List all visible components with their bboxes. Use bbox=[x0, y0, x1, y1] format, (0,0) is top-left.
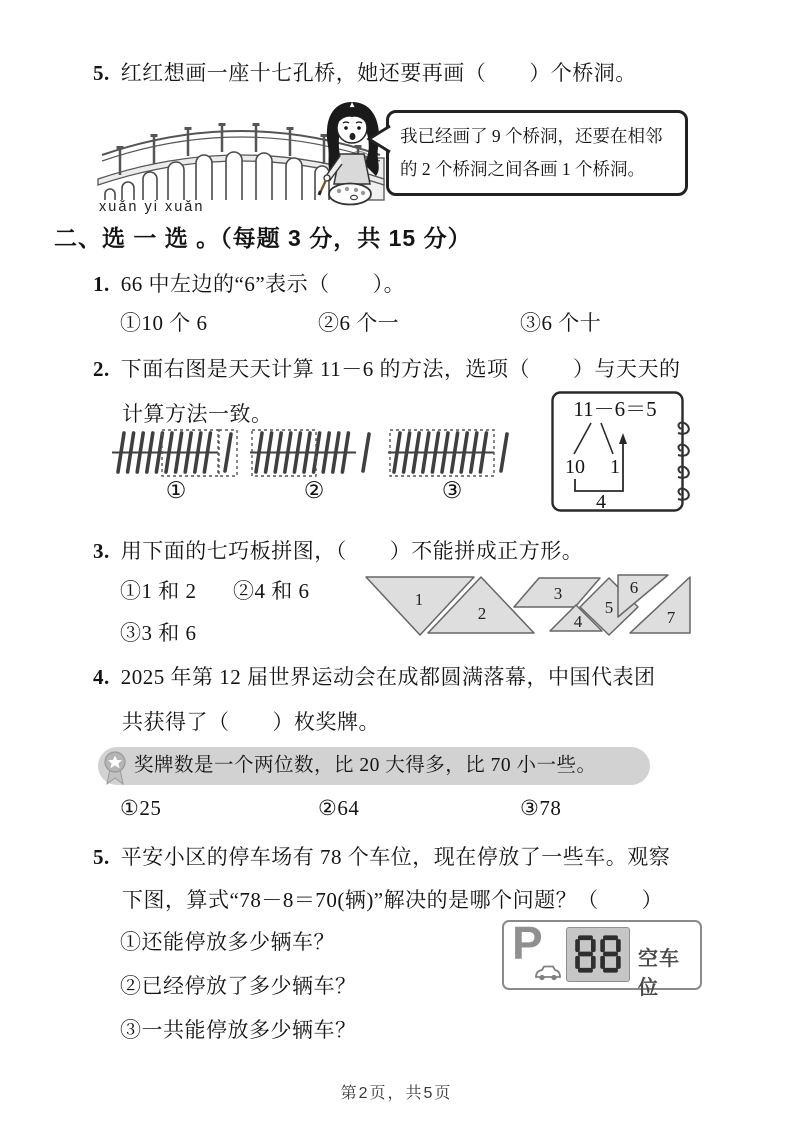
decomposition-box bbox=[551, 391, 699, 513]
box-ten: 10 bbox=[565, 456, 585, 478]
tangram-piece-1: 1 bbox=[414, 590, 424, 609]
question-text: 用下面的七巧板拼图，（ ）不能拼成正方形。 bbox=[120, 539, 584, 563]
q1-option-3: ③6 个十 bbox=[520, 311, 602, 335]
q4-option-3: ③78 bbox=[520, 796, 562, 820]
question-text: 红红想画一座十七孔桥，她还要再画（ ）个桥洞。 bbox=[120, 61, 637, 85]
box-one: 1 bbox=[610, 456, 620, 478]
question-number: 3. bbox=[93, 539, 110, 563]
question-text: 2025 年第 12 届世界运动会在成都圆满落幕，中国代表团 bbox=[120, 665, 656, 689]
page-footer: 第2页，共5页 bbox=[340, 1085, 453, 1102]
tally-label-1: ① bbox=[165, 478, 187, 503]
speech-line-2: 的 2 个桥洞之间各画 1 个桥洞。 bbox=[400, 159, 645, 179]
tally-label-3: ③ bbox=[441, 478, 463, 503]
q4-option-1: ①25 bbox=[120, 796, 162, 820]
question-2-line2: 计算方法一致。 bbox=[122, 402, 273, 426]
q4-option-2: ②64 bbox=[318, 796, 360, 820]
speech-bubble-tail bbox=[366, 124, 392, 154]
question-5-top bbox=[93, 57, 637, 87]
box-equation: 11－6＝5 bbox=[573, 397, 657, 421]
tangram-piece-5: 5 bbox=[604, 598, 614, 617]
parking-p-icon: P bbox=[512, 917, 543, 969]
question-number: 1. bbox=[93, 272, 110, 296]
question-number: 2. bbox=[93, 357, 110, 381]
question-2-line1 bbox=[93, 353, 680, 383]
vacancy-label: 空车位 bbox=[638, 948, 680, 999]
q5-option-1: ①还能停放多少辆车？ bbox=[120, 930, 335, 954]
q1-option-2: ②6 个一 bbox=[318, 311, 400, 335]
tangram-illustration bbox=[362, 565, 742, 655]
box-four: 4 bbox=[596, 491, 606, 513]
tangram-piece-2: 2 bbox=[477, 604, 487, 623]
q1-option-1: ①10 个 6 bbox=[120, 311, 208, 335]
q5-option-3: ③一共能停放多少辆车？ bbox=[120, 1018, 357, 1042]
question-4-line1 bbox=[93, 661, 656, 691]
tally-diagram-2 bbox=[250, 427, 378, 479]
question-1 bbox=[93, 268, 405, 298]
hint-banner bbox=[98, 747, 650, 785]
q3-option-1: ①1 和 2 bbox=[120, 579, 197, 603]
tangram-piece-6: 6 bbox=[629, 578, 639, 597]
section-title: 二、选 一 选 。（每题 3 分，共 15 分） bbox=[54, 225, 472, 251]
car-icon bbox=[534, 964, 562, 982]
medal-icon bbox=[100, 748, 130, 792]
tally-label-2: ② bbox=[303, 478, 325, 503]
digital-display bbox=[566, 927, 630, 982]
question-text: 下面右图是天天计算 11－6 的方法，选项（ ）与天天的 bbox=[120, 357, 681, 381]
question-number: 4. bbox=[93, 665, 110, 689]
question-5-line1 bbox=[93, 841, 670, 871]
tangram-piece-7: 7 bbox=[666, 608, 676, 627]
question-4-line2: 共获得了（ ）枚奖牌。 bbox=[122, 710, 380, 734]
q5-option-2: ②已经停放了多少辆车？ bbox=[120, 974, 357, 998]
parking-sign bbox=[502, 917, 702, 999]
section-pinyin: xuǎn yi xuǎn bbox=[99, 199, 205, 215]
question-number: 5. bbox=[93, 61, 110, 85]
question-3 bbox=[93, 535, 583, 565]
question-5-line2: 下图，算式“78－8＝70(辆)”解决的是哪个问题？（ ） bbox=[122, 888, 664, 912]
tangram-piece-3: 3 bbox=[553, 584, 563, 603]
speech-line-1: 我已经画了 9 个桥洞，还要在相邻 bbox=[400, 126, 663, 146]
question-number: 5. bbox=[93, 845, 110, 869]
tally-diagram-3 bbox=[388, 427, 516, 479]
seven-segment-digits bbox=[567, 928, 628, 980]
tally-diagram-1 bbox=[112, 427, 240, 479]
question-text: 66 中左边的“6”表示（ ）。 bbox=[120, 272, 406, 296]
speech-bubble bbox=[386, 110, 688, 196]
question-text: 平安小区的停车场有 78 个车位，现在停放了一些车。观察 bbox=[120, 845, 671, 869]
q3-option-2: ②4 和 6 bbox=[233, 579, 310, 603]
q3-option-3: ③3 和 6 bbox=[120, 621, 197, 645]
tangram-piece-4: 4 bbox=[573, 612, 583, 631]
hint-text: 奖牌数是一个两位数，比 20 大得多，比 70 小一些。 bbox=[134, 755, 597, 776]
